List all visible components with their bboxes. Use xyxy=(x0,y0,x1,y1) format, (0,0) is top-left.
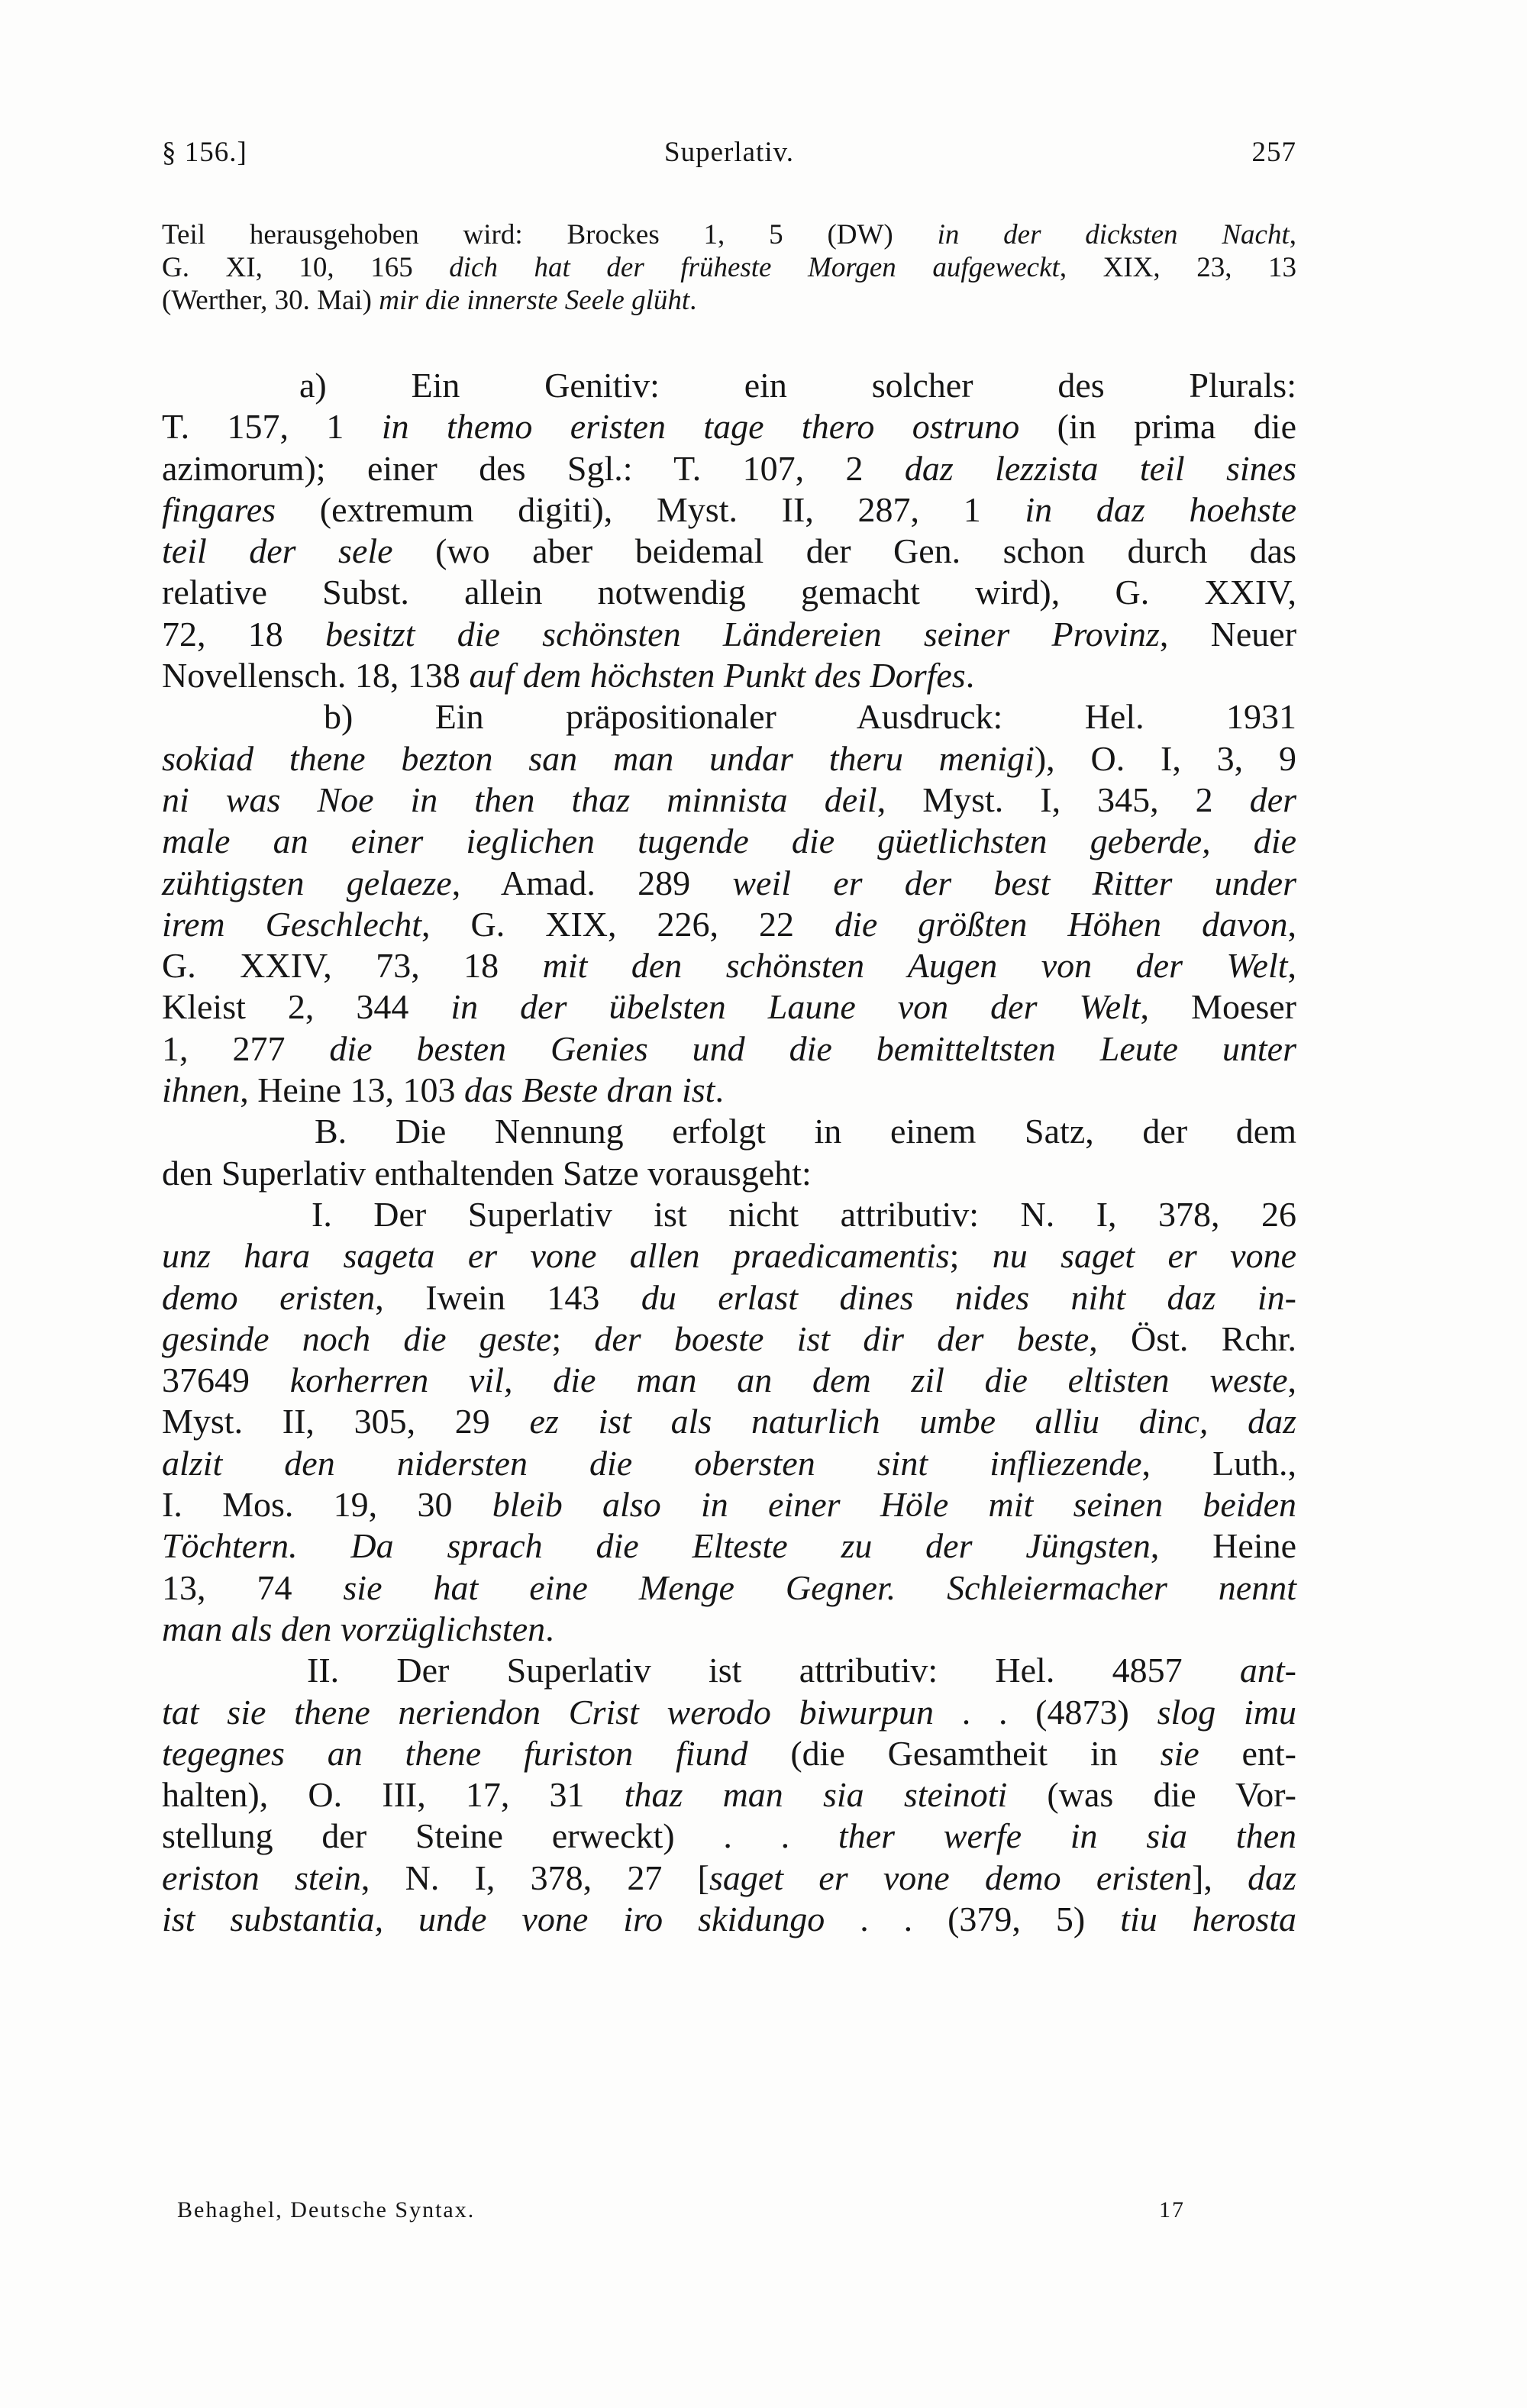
text-run: T. 157, 1 xyxy=(162,407,382,447)
italic-quote: in daz hoehste xyxy=(1025,489,1296,529)
text-line xyxy=(162,1319,1296,1360)
italic-quote: die besten Genies und die bemitteltsten Leute unter xyxy=(329,1028,1296,1068)
page-number: 257 xyxy=(1251,137,1296,168)
italic-quote: tiu herosta xyxy=(1120,1899,1297,1938)
text-line xyxy=(162,1028,1296,1070)
footer-author-title: Behaghel, Deutsche Syntax. xyxy=(177,2197,476,2222)
italic-quote: sie hat eine Menge Gegner. Schleiermacher nennt xyxy=(343,1567,1296,1607)
text-run: (die Gesamtheit in xyxy=(747,1733,1161,1773)
text-line xyxy=(162,1899,1296,1940)
text-line xyxy=(162,614,1296,655)
text-run: Myst. II, 305, 29 xyxy=(162,1402,530,1441)
text-run: Teil herausgehoben wird: Brockes 1, 5 (DW) xyxy=(162,219,938,250)
italic-quote: Töchtern. Da sprach die Elteste zu der Jüngsten xyxy=(162,1526,1151,1566)
text-line xyxy=(162,1816,1296,1857)
text-line xyxy=(162,1692,1296,1733)
italic-quote: dich hat der früheste Morgen aufgeweckt xyxy=(449,252,1060,283)
text-line xyxy=(162,1484,1296,1525)
italic-quote: in der übelsten Laune von der Welt xyxy=(450,987,1141,1027)
italic-quote: korherren vil, die man an dem zil die eltisten weste xyxy=(289,1361,1288,1400)
text-run: B. Die Nennung erfolgt in einem Satz, der dem xyxy=(315,1112,1296,1151)
text-run: halten), O. III, 17, 31 xyxy=(162,1775,625,1815)
text-run: . xyxy=(689,285,697,316)
text-run: (Werther, 30. Mai) xyxy=(162,285,379,316)
text-run: , N. I, 378, 27 [ xyxy=(360,1858,709,1897)
italic-quote: saget er vone demo eristen xyxy=(709,1858,1193,1897)
text-run: G. XI, 10, 165 xyxy=(162,252,450,283)
text-line xyxy=(162,218,1296,251)
text-line xyxy=(162,1858,1296,1899)
italic-quote: du erlast dines nides niht daz in- xyxy=(641,1277,1296,1317)
text-run: , xyxy=(1287,946,1296,986)
text-line xyxy=(162,1525,1296,1567)
text-line xyxy=(162,986,1296,1028)
text-run: , Öst. Rchr. xyxy=(1089,1319,1297,1358)
text-run: , Myst. I, 345, 2 xyxy=(876,780,1250,819)
text-line xyxy=(162,1360,1296,1401)
text-line xyxy=(162,780,1296,821)
text-run: . . (4873) xyxy=(933,1692,1157,1732)
italic-quote: zühtigsten gelaeze xyxy=(162,863,452,902)
text-run: a) Ein Genitiv: ein solcher des Plurals: xyxy=(299,366,1296,405)
text-run: , Heine 13, 103 xyxy=(240,1070,465,1110)
italic-quote: nu saget er vone xyxy=(992,1236,1296,1276)
text-run: ; xyxy=(551,1319,595,1358)
text-run: ), O. I, 3, 9 xyxy=(1034,738,1296,778)
text-run: b) Ein präpositionaler Ausdruck: Hel. 1931 xyxy=(324,697,1296,737)
text-line xyxy=(162,1194,1296,1235)
signature-number: 17 xyxy=(1159,2197,1185,2222)
text-run: , xyxy=(1287,904,1296,944)
italic-quote: ant- xyxy=(1239,1651,1296,1690)
italic-quote: in themo eristen tage thero ostruno xyxy=(381,407,1020,447)
text-line xyxy=(162,945,1296,986)
italic-quote: auf dem höchsten Punkt des Dorfes xyxy=(469,656,966,696)
text-line xyxy=(162,1277,1296,1319)
text-line xyxy=(162,696,1296,738)
text-run: (was die Vor- xyxy=(1007,1775,1296,1815)
italic-quote: ther werfe in sia then xyxy=(838,1816,1296,1856)
text-line xyxy=(162,531,1296,572)
text-run: ; xyxy=(949,1236,993,1276)
italic-quote: male an einer ieglichen tugende die güetlichsten geberde, die xyxy=(162,821,1296,861)
text-line xyxy=(162,1733,1296,1774)
text-line xyxy=(162,489,1296,531)
italic-quote: ihnen xyxy=(162,1070,241,1110)
page-title: Superlativ. xyxy=(664,137,794,168)
running-header xyxy=(162,136,1296,182)
italic-quote: man als den vorzüglichsten xyxy=(162,1609,546,1648)
text-line xyxy=(162,1153,1296,1194)
italic-quote: alzit den nidersten die obersten sint infliezende xyxy=(162,1443,1142,1483)
text-run: , Heine xyxy=(1150,1526,1296,1566)
text-line xyxy=(162,655,1296,696)
text-run: 13, 74 xyxy=(162,1567,344,1607)
text-run: . . (379, 5) xyxy=(825,1899,1121,1938)
italic-quote: besitzt die schönsten Ländereien seiner Provinz xyxy=(324,614,1160,654)
italic-quote: der boeste ist dir der beste xyxy=(594,1319,1090,1358)
italic-quote: irem Geschlecht xyxy=(162,904,421,944)
italic-quote: unz hara sageta er vone allen praedicamentis xyxy=(162,1236,950,1276)
text-run: I. Der Superlativ ist nicht attributiv: N. I, 378, 26 xyxy=(312,1194,1296,1234)
italic-quote: daz lezzista teil sines xyxy=(904,448,1296,488)
section-mark: § 156.] xyxy=(162,137,247,168)
italic-quote: ist substantia, unde vone iro skidungo xyxy=(162,1899,825,1938)
text-run: Kleist 2, 344 xyxy=(162,987,451,1027)
text-run: ], xyxy=(1192,1858,1248,1897)
text-line xyxy=(162,406,1296,447)
text-line xyxy=(162,1567,1296,1609)
text-line xyxy=(162,1774,1296,1816)
text-run: stellung der Steine erweckt) . . xyxy=(162,1816,838,1856)
text-run: I. Mos. 19, 30 xyxy=(162,1485,492,1525)
text-run: ent- xyxy=(1199,1733,1296,1773)
italic-quote: ni was Noe in then thaz minnista deil xyxy=(162,780,877,819)
text-run: (wo aber beidemal der Gen. schon durch das xyxy=(392,531,1297,571)
italic-quote: demo eristen xyxy=(162,1277,376,1317)
text-run: 1, 277 xyxy=(162,1028,330,1068)
text-line xyxy=(162,738,1296,780)
continuation-paragraph xyxy=(162,218,1296,317)
italic-quote: das Beste dran ist xyxy=(464,1070,715,1110)
text-run: , Iwein 143 xyxy=(375,1277,641,1317)
text-line xyxy=(162,1443,1296,1484)
text-run: , Neuer xyxy=(1159,614,1297,654)
text-line xyxy=(162,251,1296,284)
italic-quote: mit den schönsten Augen von der Welt xyxy=(542,946,1288,986)
text-run: . xyxy=(715,1070,724,1110)
text-run: relative Subst. allein notwendig gemacht wird), G. XXIV, xyxy=(162,573,1296,612)
italic-quote: gesinde noch die geste xyxy=(162,1319,552,1358)
footer xyxy=(177,2197,1185,2235)
italic-quote: sie xyxy=(1160,1733,1199,1773)
text-run: , Moeser xyxy=(1140,987,1296,1027)
italic-quote: der xyxy=(1249,780,1297,819)
text-run: den Superlativ enthaltenden Satze vorausgeht: xyxy=(162,1153,812,1193)
text-line xyxy=(162,821,1296,862)
text-run: , Luth., xyxy=(1141,1443,1296,1483)
italic-quote: tat sie thene neriendon Crist werodo biwurpun xyxy=(162,1692,934,1732)
italic-quote: ez ist als naturlich umbe alliu dinc, daz xyxy=(529,1402,1296,1441)
italic-quote: slog imu xyxy=(1157,1692,1296,1732)
italic-quote: weil er der best Ritter under xyxy=(732,863,1296,902)
text-line xyxy=(162,284,1296,317)
text-run: , G. XIX, 226, 22 xyxy=(421,904,835,944)
italic-quote: sokiad thene bezton san man undar theru menigi xyxy=(162,738,1035,778)
text-line xyxy=(162,904,1296,945)
text-run: Novellensch. 18, 138 xyxy=(162,656,470,696)
italic-quote: bleib also in einer Höle mit seinen beiden xyxy=(492,1485,1296,1525)
italic-quote: fingares xyxy=(162,489,276,529)
text-run: , Amad. 289 xyxy=(451,863,733,902)
text-run: 72, 18 xyxy=(162,614,325,654)
italic-quote: tegegnes an thene furiston fiund xyxy=(162,1733,748,1773)
main-text xyxy=(162,365,1296,1940)
text-line xyxy=(162,1609,1296,1650)
italic-quote: in der dicksten Nacht xyxy=(937,219,1290,250)
text-run: (extremum digiti), Myst. II, 287, 1 xyxy=(276,489,1025,529)
text-line xyxy=(162,572,1296,613)
italic-quote: eriston stein xyxy=(162,1858,361,1897)
text-line xyxy=(162,365,1296,406)
text-line xyxy=(162,1070,1296,1111)
text-line xyxy=(162,863,1296,904)
text-run: (in prima die xyxy=(1019,407,1297,447)
text-run: , xyxy=(1287,1361,1297,1400)
text-line xyxy=(162,1650,1296,1691)
text-run: . xyxy=(545,1609,554,1648)
text-run: 37649 xyxy=(162,1361,290,1400)
text-run: II. Der Superlativ ist attributiv: Hel. 4857 xyxy=(307,1651,1240,1690)
text-run: . xyxy=(965,656,975,696)
text-run: , XIX, 23, 13 xyxy=(1059,252,1297,283)
text-line xyxy=(162,1111,1296,1152)
text-run: G. XXIV, 73, 18 xyxy=(162,946,543,986)
text-line xyxy=(162,448,1296,489)
italic-quote: daz xyxy=(1248,1858,1296,1897)
italic-quote: thaz man sia steinoti xyxy=(624,1775,1008,1815)
text-run: azimorum); einer des Sgl.: T. 107, 2 xyxy=(162,448,905,488)
italic-quote: teil der sele xyxy=(162,531,393,571)
text-run: , xyxy=(1289,219,1296,250)
italic-quote: mir die innerste Seele glüht xyxy=(379,285,690,316)
text-line xyxy=(162,1235,1296,1277)
text-line xyxy=(162,1401,1296,1442)
italic-quote: die größten Höhen davon xyxy=(835,904,1288,944)
